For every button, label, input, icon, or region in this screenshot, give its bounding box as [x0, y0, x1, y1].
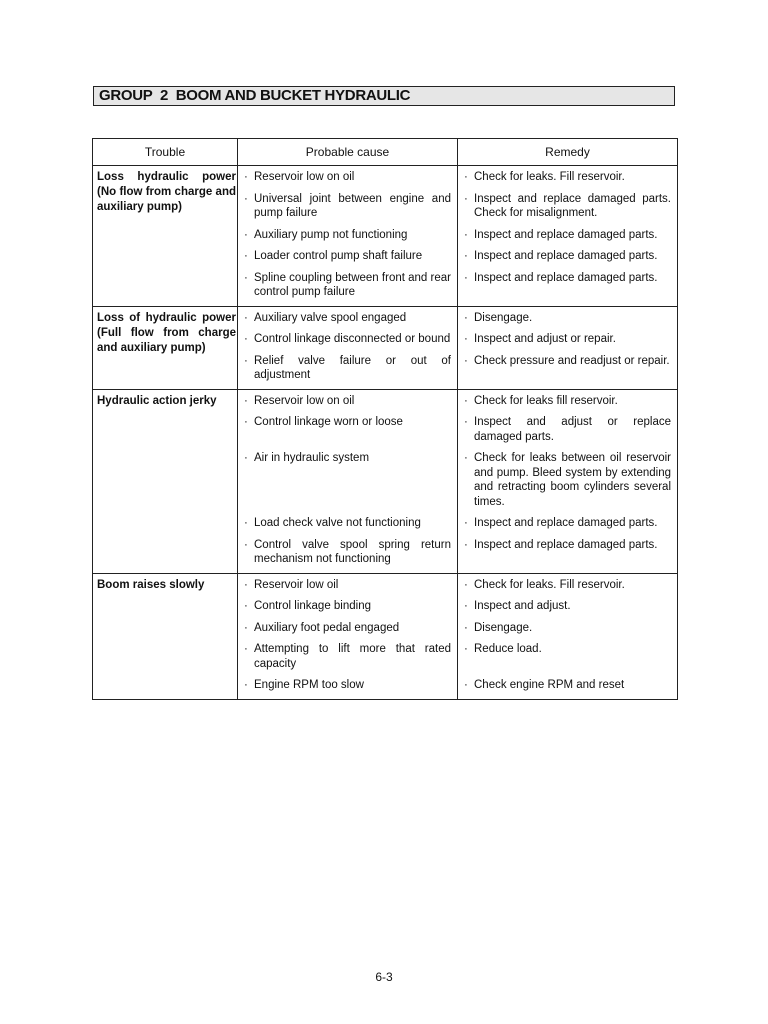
table-header-row — [93, 139, 678, 166]
remedy-item — [458, 249, 677, 264]
bullet-marker: · — [464, 621, 468, 634]
bullet-marker: · — [464, 192, 468, 205]
bullet-marker: · — [464, 250, 468, 262]
cause-text: Reservoir low oil — [254, 578, 339, 591]
bullet-marker: · — [244, 271, 248, 284]
cause-item — [238, 678, 457, 693]
trouble-cell — [93, 306, 238, 389]
cause-item — [238, 354, 457, 383]
bullet-marker: · — [244, 679, 248, 691]
bullet-marker: · — [464, 228, 468, 241]
cause-text: Air in hydraulic system — [254, 452, 370, 464]
bullet-marker: · — [464, 643, 468, 655]
remedy-text: Check for leaks. Fill reservoir. — [474, 171, 625, 183]
trouble-text: Loss of hydraulic power (Full flow from charge and auxiliary pump) — [97, 311, 236, 354]
cause-text: Loader control pump shaft failure — [254, 250, 423, 262]
bullet-marker: · — [464, 354, 468, 367]
cause-item — [238, 621, 457, 636]
remedy-cell — [458, 306, 678, 389]
cause-item — [238, 311, 457, 326]
cause-item — [238, 192, 457, 221]
bullet-marker: · — [244, 333, 248, 345]
trouble-cell — [93, 389, 238, 573]
trouble-cell — [93, 573, 238, 699]
remedy-item — [458, 642, 677, 671]
column-header-probable-cause: Probable cause — [238, 139, 458, 166]
troubleshooting-table — [92, 138, 678, 700]
bullet-marker: · — [244, 171, 248, 183]
table-row — [93, 306, 678, 389]
remedy-item — [458, 451, 677, 509]
bullet-marker: · — [464, 679, 468, 691]
cause-text: Reservoir low on oil — [254, 171, 355, 183]
trouble-text: Hydraulic action jerky — [97, 394, 217, 407]
bullet-marker: · — [244, 192, 248, 205]
cause-item — [238, 249, 457, 264]
remedy-item — [458, 415, 677, 444]
remedy-item — [458, 311, 677, 326]
cause-item — [238, 516, 457, 531]
cause-item — [238, 642, 457, 671]
bullet-marker: · — [464, 171, 468, 183]
cause-text: Attempting to lift more that rated capacity — [254, 643, 451, 670]
bullet-marker: · — [244, 643, 248, 655]
section-title: GROUP 2 BOOM AND BUCKET HYDRAULIC — [93, 86, 675, 106]
cause-text: Auxiliary valve spool engaged — [254, 311, 407, 324]
cause-text: Load check valve not functioning — [254, 517, 421, 529]
remedy-text: Disengage. — [474, 621, 533, 634]
cause-text: Auxiliary foot pedal engaged — [254, 621, 400, 634]
cause-text: Control linkage disconnected or bound — [254, 333, 451, 345]
bullet-marker: · — [464, 311, 468, 324]
table-row — [93, 389, 678, 573]
remedy-text: Reduce load. — [474, 643, 542, 655]
table-row — [93, 166, 678, 307]
remedy-text: Inspect and replace damaged parts. — [474, 228, 658, 241]
remedy-text: Check for leaks between oil reservoir and pump. Bleed system by extending and retracting boom cylinders several times. — [474, 452, 671, 508]
trouble-text: Loss hydraulic power (No flow from charge and auxiliary pump) — [97, 171, 236, 213]
remedy-item — [458, 354, 677, 383]
bullet-marker: · — [244, 311, 248, 324]
bullet-marker: · — [244, 394, 248, 407]
remedy-item — [458, 192, 677, 221]
trouble-text: Boom raises slowly — [97, 578, 205, 591]
bullet-marker: · — [464, 517, 468, 529]
bullet-marker: · — [464, 394, 468, 407]
cause-item — [238, 170, 457, 185]
bullet-marker: · — [244, 228, 248, 241]
remedy-text: Inspect and replace damaged parts. — [474, 538, 658, 551]
remedy-text: Check for leaks fill reservoir. — [474, 394, 618, 407]
remedy-item — [458, 394, 677, 409]
remedy-text: Check pressure and readjust or repair. — [474, 354, 670, 367]
trouble-cell — [93, 166, 238, 307]
remedy-item — [458, 516, 677, 531]
bullet-marker: · — [244, 250, 248, 262]
bullet-marker: · — [244, 517, 248, 529]
cause-item — [238, 451, 457, 509]
remedy-item — [458, 228, 677, 243]
cause-item — [238, 538, 457, 567]
remedy-text: Check for leaks. Fill reservoir. — [474, 578, 625, 591]
remedy-item — [458, 678, 677, 693]
remedy-item — [458, 621, 677, 636]
remedy-item — [458, 271, 677, 300]
bullet-marker: · — [464, 600, 468, 612]
column-header-trouble: Trouble — [93, 139, 238, 166]
bullet-marker: · — [244, 538, 248, 551]
cause-item — [238, 394, 457, 409]
column-header-remedy: Remedy — [458, 139, 678, 166]
remedy-item — [458, 578, 677, 593]
remedy-cell — [458, 166, 678, 307]
cause-item — [238, 415, 457, 444]
cause-item — [238, 578, 457, 593]
bullet-marker: · — [244, 452, 248, 464]
bullet-marker: · — [464, 271, 468, 284]
bullet-marker: · — [244, 578, 248, 591]
remedy-item — [458, 599, 677, 614]
remedy-text: Check engine RPM and reset — [474, 679, 625, 691]
probable-cause-cell — [238, 573, 458, 699]
cause-text: Universal joint between engine and pump failure — [254, 192, 451, 219]
remedy-item — [458, 538, 677, 567]
cause-text: Auxiliary pump not functioning — [254, 228, 408, 241]
cause-item — [238, 228, 457, 243]
remedy-text: Inspect and replace damaged parts. — [474, 271, 658, 284]
page-number: 6-3 — [375, 970, 393, 984]
remedy-text: Inspect and adjust or replace damaged parts. — [474, 416, 671, 443]
bullet-marker: · — [464, 333, 468, 345]
bullet-marker: · — [464, 452, 468, 464]
bullet-marker: · — [464, 538, 468, 551]
bullet-marker: · — [244, 600, 248, 612]
cause-text: Control linkage worn or loose — [254, 416, 403, 428]
cause-item — [238, 599, 457, 614]
remedy-text: Inspect and replace damaged parts. — [474, 250, 658, 262]
cause-text: Control linkage binding — [254, 600, 371, 612]
bullet-marker: · — [464, 578, 468, 591]
cause-text: Control valve spool spring return mechanism not functioning — [254, 538, 451, 565]
cause-item — [238, 271, 457, 300]
cause-item — [238, 332, 457, 347]
remedy-item — [458, 332, 677, 347]
table-row — [93, 573, 678, 699]
cause-text: Reservoir low on oil — [254, 394, 355, 407]
probable-cause-cell — [238, 306, 458, 389]
remedy-text: Inspect and replace damaged parts. — [474, 517, 658, 529]
remedy-text: Inspect and replace damaged parts. Check for misalignment. — [474, 192, 671, 219]
remedy-text: Disengage. — [474, 311, 533, 324]
remedy-cell — [458, 389, 678, 573]
remedy-item — [458, 170, 677, 185]
bullet-marker: · — [464, 416, 468, 428]
bullet-marker: · — [244, 354, 248, 367]
cause-text: Engine RPM too slow — [254, 679, 364, 691]
remedy-text: Inspect and adjust or repair. — [474, 333, 616, 345]
probable-cause-cell — [238, 389, 458, 573]
remedy-cell — [458, 573, 678, 699]
bullet-marker: · — [244, 621, 248, 634]
cause-text: Relief valve failure or out of adjustment — [254, 354, 451, 381]
probable-cause-cell — [238, 166, 458, 307]
bullet-marker: · — [244, 416, 248, 428]
remedy-text: Inspect and adjust. — [474, 600, 571, 612]
cause-text: Spline coupling between front and rear control pump failure — [254, 271, 451, 298]
